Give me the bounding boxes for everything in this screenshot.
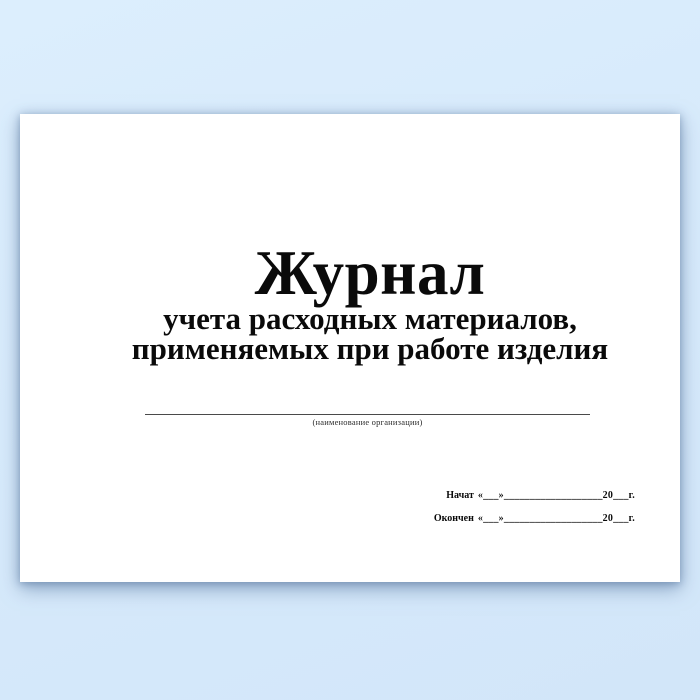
finished-value: «___»___________________20___г. <box>477 513 635 524</box>
finished-label: Окончен <box>433 513 474 524</box>
date-row-started <box>422 490 635 501</box>
journal-cover-page <box>20 114 680 582</box>
organization-caption: (наименование организации) <box>312 417 423 427</box>
started-label: Начат <box>446 490 474 501</box>
dates-block <box>422 490 635 536</box>
date-row-finished <box>422 513 635 524</box>
subtitle-line-2: применяемых при работе изделия <box>131 331 609 366</box>
journal-subtitle <box>20 301 680 366</box>
subtitle-line-1: учета расходных материалов, <box>163 301 577 336</box>
started-value: «___»___________________20___г. <box>477 490 635 501</box>
journal-title: Журнал <box>254 238 486 308</box>
organization-fill-line <box>145 414 590 415</box>
